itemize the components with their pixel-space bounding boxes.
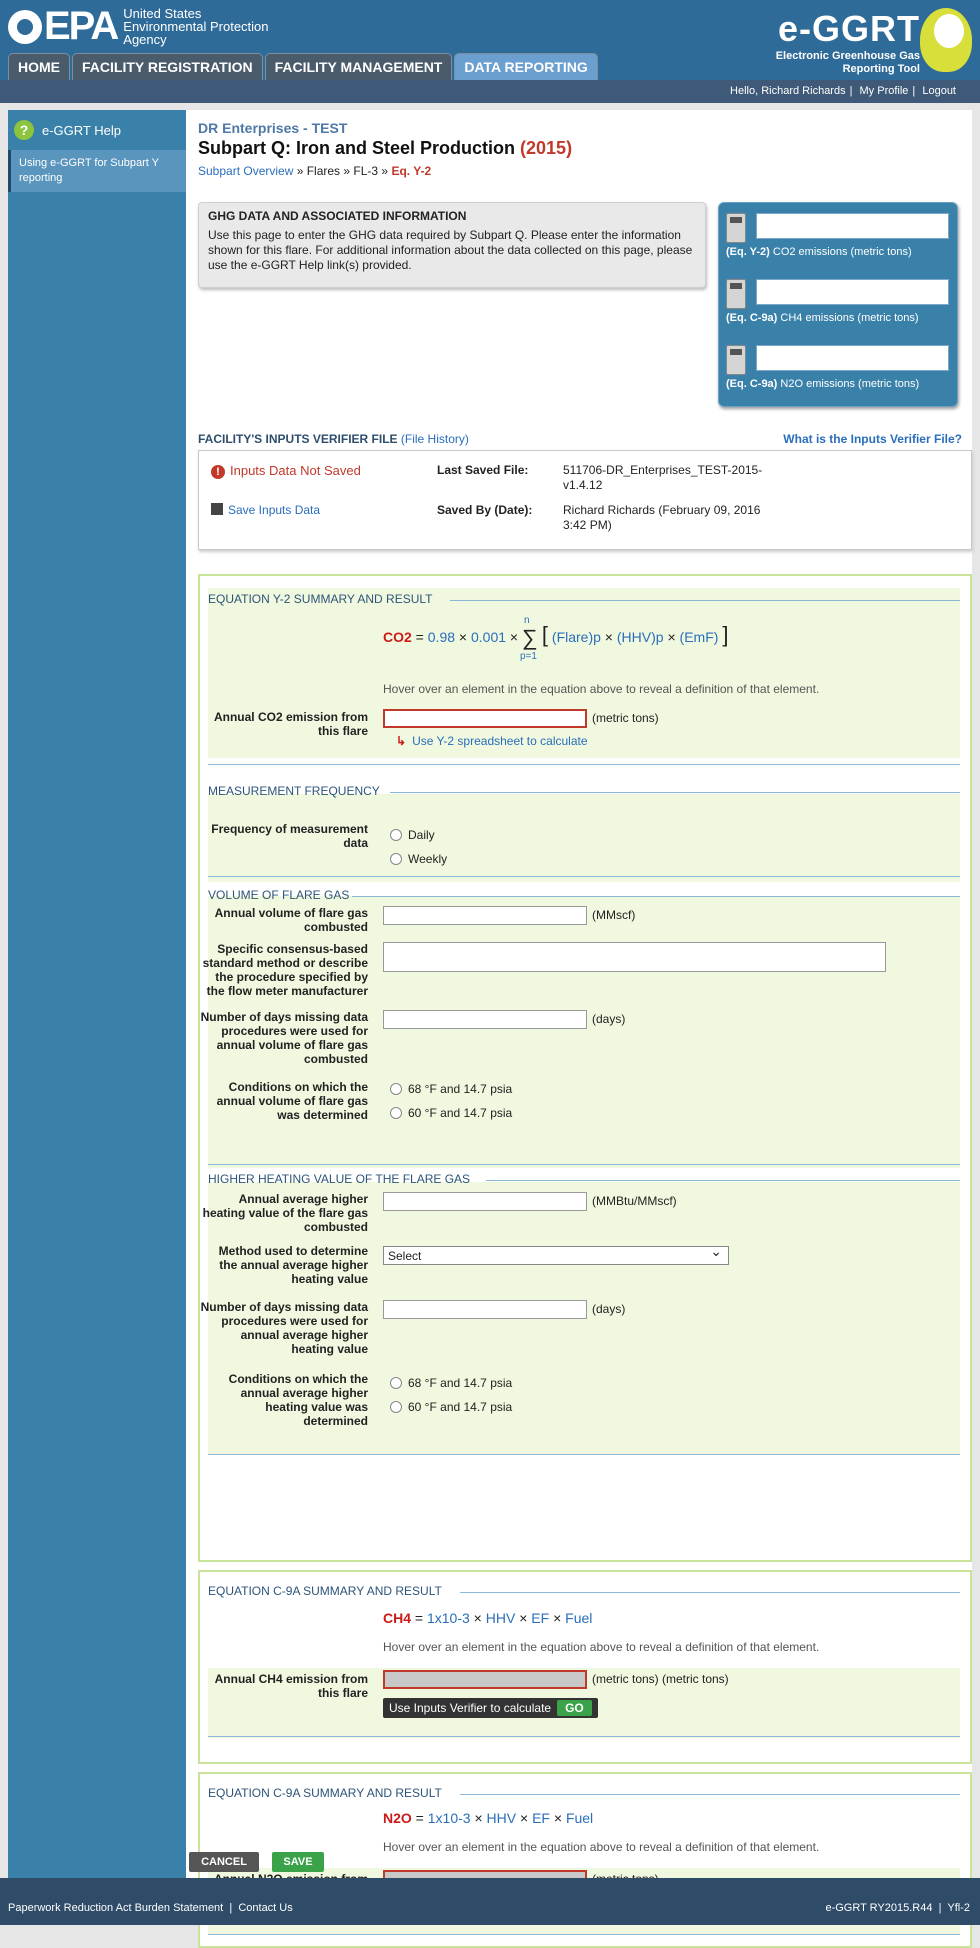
main-nav (8, 53, 598, 80)
hhv-missing-days-input[interactable] (383, 1300, 587, 1319)
hhv-method-label: Method used to determine the annual average higher heating value (218, 1244, 368, 1286)
epa-flower-icon (8, 10, 42, 44)
footer (0, 1878, 980, 1925)
inputs-status: ! Inputs Data Not Saved (211, 463, 361, 479)
sidebar (8, 110, 186, 1878)
reporting-year: (2015) (520, 138, 573, 158)
file-history-link[interactable]: (File History) (400, 432, 469, 446)
footer-version: e-GGRT RY2015.R44 | Yfl-2 (825, 1902, 970, 1914)
tab-data-reporting[interactable]: DATA REPORTING (454, 53, 597, 80)
equation-c9a-ch4-section (198, 1570, 972, 1764)
my-profile-link[interactable]: My Profile (859, 85, 909, 97)
hhv-annual-unit: (MMBtu/MMscf) (592, 1194, 677, 1208)
save-button[interactable]: SAVE (272, 1852, 324, 1872)
footer-links: Paperwork Reduction Act Burden Statement | Contact Us (8, 1902, 293, 1914)
hhv-heading: HIGHER HEATING VALUE OF THE FLARE GAS (208, 1172, 471, 1186)
main-content (186, 110, 972, 1878)
ch4-eq-label: (Eq. C-9a) (726, 312, 778, 324)
volume-conditions-68f-radio[interactable]: 68 °F and 14.7 psia (390, 1082, 512, 1096)
volume-missing-days-label: Number of days missing data procedures were used for annual volume of flare gas combusted (200, 1010, 368, 1066)
app-header (0, 0, 980, 80)
ghg-heading: GHG DATA AND ASSOCIATED INFORMATION (208, 209, 467, 223)
agency-line-2: Environmental Protection (123, 19, 269, 34)
eggrt-subtitle-2: Reporting Tool (842, 63, 920, 75)
what-is-inputs-verifier-link[interactable]: What is the Inputs Verifier File? (783, 432, 962, 446)
user-bar: Hello, Richard Richards | My Profile | Logout (0, 80, 980, 103)
page-title: Subpart Q: Iron and Steel Production (2015) (198, 138, 573, 158)
n2o-equation-hint: Hover over an element in the equation above to reveal a definition of that element. (383, 1840, 820, 1854)
error-icon: ! (211, 465, 225, 479)
ch4-emission-label: CH4 emissions (metric tons) (780, 312, 919, 324)
annual-ch4-input (383, 1670, 587, 1689)
page-code: Yfl-2 (947, 1902, 970, 1914)
user-greeting: Hello, Richard Richards (730, 85, 846, 97)
eggrt-bird-icon (920, 8, 972, 72)
volume-heading: VOLUME OF FLARE GAS (208, 888, 350, 902)
method-description-textarea[interactable] (383, 942, 886, 972)
disk-icon (211, 503, 223, 515)
paperwork-reduction-link[interactable]: Paperwork Reduction Act Burden Statement (8, 1902, 224, 1914)
help-link-subpart-y[interactable]: Using e-GGRT for Subpart Y reporting (8, 150, 186, 192)
hhv-conditions-label: Conditions on which the annual average higher heating value was determined (228, 1372, 368, 1428)
volume-conditions-60f-radio[interactable]: 60 °F and 14.7 psia (390, 1106, 512, 1120)
eq-co2[interactable]: CO2 (383, 629, 412, 645)
c9a-n2o-heading: EQUATION C-9A SUMMARY AND RESULT (208, 1786, 442, 1800)
hhv-annual-input[interactable] (383, 1192, 587, 1211)
epa-logo[interactable] (8, 4, 269, 49)
measurement-frequency-heading: MEASUREMENT FREQUENCY (208, 784, 380, 798)
ch4-emission-display (756, 279, 949, 305)
frequency-daily-radio[interactable]: Daily (390, 828, 435, 842)
tab-home[interactable]: HOME (8, 53, 70, 80)
annual-volume-input[interactable] (383, 906, 587, 925)
calculator-icon (726, 345, 746, 375)
y2-equation: CO2 = 0.98 × 0.001 × ∑ n p=1 [ (Flare)p × (HHV)p × (EmF) ] (383, 615, 729, 662)
equation-y2-section (198, 574, 972, 1562)
use-y2-spreadsheet-link[interactable]: ↳ Use Y-2 spreadsheet to calculate (396, 734, 588, 748)
hhv-conditions-68f-radio[interactable]: 68 °F and 14.7 psia (390, 1376, 512, 1390)
n2o-equation: N2O = 1x10-3 × HHV × EF × Fuel (383, 1810, 594, 1826)
ghg-info-box (198, 202, 706, 288)
save-inputs-data-link[interactable]: Save Inputs Data (211, 503, 320, 517)
hhv-method-select[interactable]: Select ⌄ (383, 1246, 729, 1265)
eq-ch4[interactable]: CH4 (383, 1610, 412, 1626)
last-saved-value: 511706-DR_Enterprises_TEST-2015-v1.4.12 (563, 463, 763, 492)
ghg-text: Use this page to enter the GHG data required by Subpart Q. Please enter the information shown for this flare. For additional information about the data collected on this page, please use the e-GGRT Help link(s) provided. (208, 228, 693, 272)
logout-link[interactable]: Logout (922, 85, 956, 97)
inputs-verifier-box (198, 450, 972, 550)
volume-missing-days-unit: (days) (592, 1012, 626, 1026)
eggrt-title: e-GGRT (777, 8, 920, 49)
calculator-icon (726, 279, 746, 309)
contact-us-link[interactable]: Contact Us (238, 1902, 293, 1914)
breadcrumb-current: Eq. Y-2 (391, 164, 432, 178)
epa-logo-text: EPA (44, 4, 118, 48)
calculator-icon (726, 213, 746, 243)
n2o-emission-label: N2O emissions (metric tons) (780, 378, 920, 390)
eq-flare[interactable]: (Flare)p (551, 629, 601, 645)
saved-by-label: Saved By (Date): (437, 503, 533, 517)
eggrt-subtitle-1: Electronic Greenhouse Gas (775, 50, 920, 62)
help-header (8, 110, 186, 150)
return-arrow-icon: ↳ (396, 734, 407, 748)
tab-facility-management[interactable]: FACILITY MANAGEMENT (265, 53, 453, 80)
breadcrumb: Subpart Overview » Flares » FL-3 » Eq. Y-2 (198, 164, 432, 178)
frequency-weekly-radio[interactable]: Weekly (390, 852, 447, 866)
help-icon: ? (14, 120, 34, 140)
saved-by-value: Richard Richards (February 09, 2016 3:42 PM) (563, 503, 761, 532)
y2-equation-hint: Hover over an element in the equation above to reveal a definition of that element. (383, 682, 820, 696)
ch4-equation-hint: Hover over an element in the equation above to reveal a definition of that element. (383, 1640, 820, 1654)
agency-line-3: Agency (123, 32, 167, 47)
annual-volume-label: Annual volume of flare gas combusted (214, 906, 368, 934)
organization-name: DR Enterprises - TEST (198, 120, 348, 136)
annual-co2-unit: (metric tons) (592, 711, 659, 725)
hhv-annual-label: Annual average higher heating value of the flare gas combusted (202, 1192, 368, 1234)
n2o-eq-label: (Eq. C-9a) (726, 378, 778, 390)
breadcrumb-flares: Flares (306, 164, 341, 178)
eq-n2o[interactable]: N2O (383, 1810, 412, 1826)
co2-eq-label: (Eq. Y-2) (726, 246, 770, 258)
volume-conditions-label: Conditions on which the annual volume of flare gas was determined (216, 1080, 368, 1122)
last-saved-label: Last Saved File: (437, 463, 529, 477)
cancel-button[interactable]: CANCEL (189, 1852, 259, 1872)
co2-emission-label: CO2 emissions (metric tons) (772, 246, 912, 258)
hhv-missing-days-label: Number of days missing data procedures were used for annual average higher heating value (200, 1300, 368, 1356)
eq-hhv[interactable]: (HHV)p (616, 629, 664, 645)
annual-co2-label: Annual CO2 emission from this flare (213, 710, 368, 738)
help-title: e-GGRT Help (42, 122, 121, 138)
hhv-conditions-60f-radio[interactable]: 60 °F and 14.7 psia (390, 1400, 512, 1414)
n2o-emission-display (756, 345, 949, 371)
y2-section-heading: EQUATION Y-2 SUMMARY AND RESULT (208, 592, 433, 606)
breadcrumb-subpart-overview[interactable]: Subpart Overview (198, 164, 294, 178)
ch4-inputs-verifier-bar: Use Inputs Verifier to calculate GO (383, 1698, 598, 1718)
method-description-label: Specific consensus-based standard method or describe the procedure specified by the flow meter manufacturer (202, 942, 368, 998)
hhv-missing-days-unit: (days) (592, 1302, 626, 1316)
eggrt-logo (776, 8, 920, 76)
c9a-ch4-heading: EQUATION C-9A SUMMARY AND RESULT (208, 1584, 442, 1598)
breadcrumb-fl3: FL-3 (353, 164, 379, 178)
ch4-go-button[interactable]: GO (557, 1700, 592, 1716)
annual-co2-input[interactable] (383, 709, 587, 728)
co2-emission-display (756, 213, 949, 239)
eq-emf[interactable]: (EmF) (679, 629, 719, 645)
version-text: e-GGRT RY2015.R44 (825, 1902, 933, 1914)
emissions-summary-box (718, 202, 958, 407)
annual-ch4-unit: (metric tons) (metric tons) (592, 1672, 729, 1686)
ch4-equation: CH4 = 1x10-3 × HHV × EF × Fuel (383, 1610, 593, 1626)
inputs-verifier-heading: FACILITY'S INPUTS VERIFIER FILE (File History) (198, 432, 469, 446)
annual-ch4-label: Annual CH4 emission from this flare (214, 1672, 368, 1700)
tab-facility-registration[interactable]: FACILITY REGISTRATION (72, 53, 263, 80)
frequency-label: Frequency of measurement data (211, 822, 368, 850)
agency-line-1: United States (123, 6, 202, 21)
volume-missing-days-input[interactable] (383, 1010, 587, 1029)
annual-volume-unit: (MMscf) (592, 908, 636, 922)
